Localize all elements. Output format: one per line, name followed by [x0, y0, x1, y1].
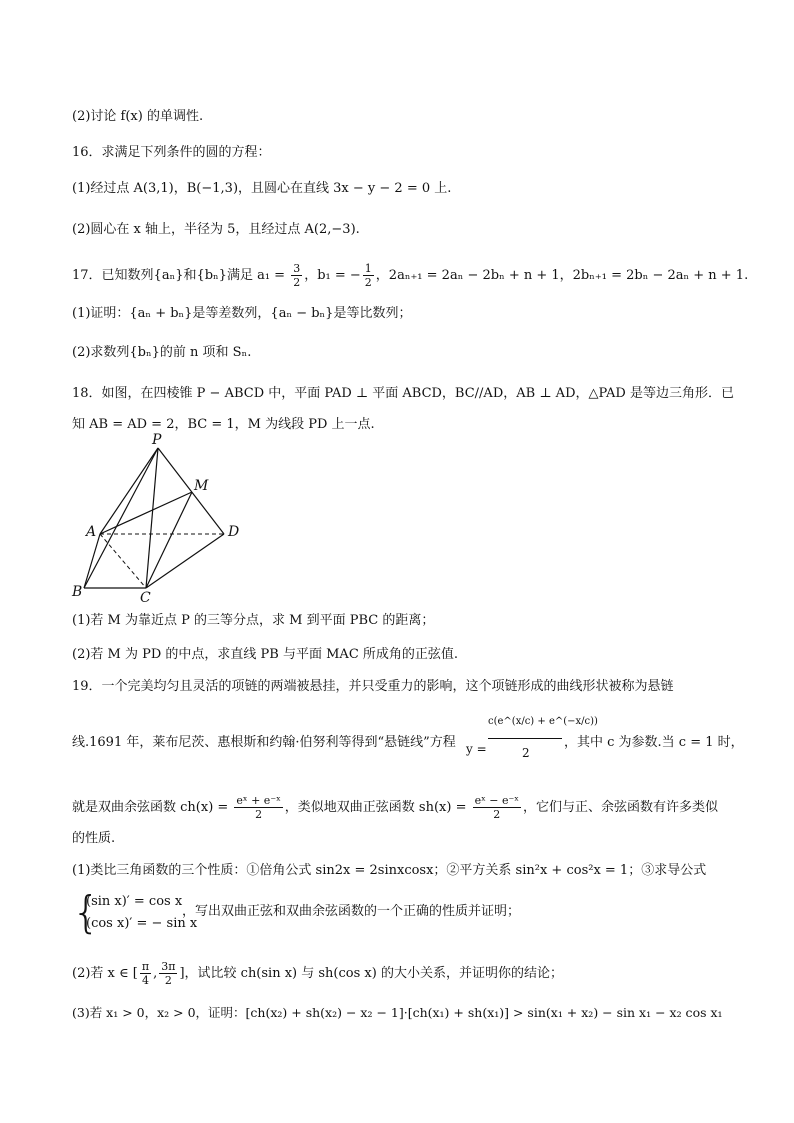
fraction-sh — [473, 794, 521, 821]
fraction-b1 — [363, 262, 374, 289]
formula-y: y = — [466, 742, 487, 756]
text: 的性质. — [72, 831, 116, 846]
q17-part2 — [72, 344, 251, 362]
q16-part1 — [72, 180, 451, 198]
label-M: M — [194, 478, 209, 494]
fraction-a1 — [291, 262, 302, 289]
text: ]，试比较 ch(sin x) 与 sh(cos x) 的大小关系，并证明你的结论； — [179, 966, 563, 981]
text: 17．已知数列{aₙ}和{bₙ}满足 a₁ = — [72, 268, 290, 283]
q19-catenary-line — [72, 734, 456, 752]
label-B: B — [72, 584, 83, 600]
text: ，类似地双曲正弦函数 sh(x) = — [284, 800, 471, 815]
edge-PB — [84, 448, 158, 588]
text: (3)若 x₁ > 0，x₂ > 0，证明：[ch(x₂) + sh(x₂) − x₂ − 1]·[ch(x₁) + sh(x₁)] > sin(x₁ + x₂) − sin x₁ − x₂ cos x₁ — [72, 1005, 723, 1020]
text: (2)圆心在 x 轴上，半径为 5，且经过点 A(2,−3). — [72, 222, 360, 237]
text: ，写出双曲正弦和双曲余弦函数的一个正确的性质并证明； — [182, 904, 521, 919]
q16-title — [72, 144, 271, 162]
formula-denominator: 2 — [522, 746, 530, 760]
denominator: 2 — [293, 276, 301, 289]
pyramid-figure — [72, 432, 252, 608]
derivative-cos: (cos x)′ = − sin x — [86, 916, 198, 931]
q17-part1 — [72, 305, 411, 323]
fraction-bar — [488, 738, 562, 739]
catenary-formula — [466, 712, 598, 774]
text: 就是双曲余弦函数 ch(x) = — [72, 800, 233, 815]
numerator: eˣ − e⁻ˣ — [474, 794, 519, 807]
denominator: 2 — [493, 808, 501, 821]
fraction-pi4 — [140, 960, 151, 987]
numerator: 3 — [293, 262, 301, 275]
text: ，b₁ = − — [304, 268, 361, 283]
denominator: 2 — [364, 276, 372, 289]
denominator: 2 — [255, 808, 263, 821]
text: ，2aₙ₊₁ = 2aₙ − 2bₙ + n + 1，2bₙ₊₁ = 2bₙ − 2aₙ + n + 1. — [375, 268, 749, 283]
label-C: C — [140, 590, 151, 606]
denominator: 2 — [164, 974, 172, 987]
label-D: D — [228, 524, 240, 540]
q18-title — [72, 385, 734, 403]
formula-numerator: c(e^(x/c) + e^(−x/c)) — [488, 716, 598, 727]
label-P: P — [152, 432, 162, 448]
label-A: A — [86, 524, 97, 540]
derivative-sin: (sin x)′ = cos x — [86, 894, 183, 909]
q19-part2 — [72, 960, 563, 987]
edge-PD — [158, 448, 224, 534]
q19-catenary-tail — [564, 734, 744, 752]
text: 19．一个完美均匀且灵活的项链的两端被悬挂，并只受重力的影响，这个项链形成的曲线形状被称为悬链 — [72, 679, 674, 694]
q16-part2 — [72, 221, 360, 239]
q17-title — [72, 262, 748, 289]
pyramid-diagram — [72, 438, 252, 608]
edge-CD — [146, 534, 224, 588]
text: ，它们与正、余弦函数有许多类似 — [522, 800, 718, 815]
q18-part2 — [72, 646, 458, 664]
text: (1)经过点 A(3,1)，B(−1,3)，且圆心在直线 3x − y − 2 = 0 上. — [72, 181, 452, 196]
text: (2)讨论 f(x) 的单调性. — [72, 109, 204, 124]
fraction-3pi2 — [159, 960, 177, 987]
text: ，其中 c 为参数.当 c = 1 时， — [564, 735, 744, 750]
text: (1)若 M 为靠近点 P 的三等分点，求 M 到平面 PBC 的距离； — [72, 613, 435, 628]
q19-definitions — [72, 794, 718, 821]
left-brace: { — [72, 887, 100, 938]
text: (1)证明：{aₙ + bₙ}是等差数列，{aₙ − bₙ}是等比数列； — [72, 306, 412, 321]
text: (2)若 M 为 PD 的中点，求直线 PB 与平面 MAC 所成角的正弦值. — [72, 647, 459, 662]
text: (2)若 x ∈ [ — [72, 966, 138, 981]
q18-part1 — [72, 612, 434, 630]
text: , — [153, 966, 158, 981]
derivative-formulas — [72, 887, 712, 938]
text: (1)类比三角函数的三个性质：①倍角公式 sin2x = 2sinxcosx；②平方关系 sin²x + cos²x = 1；③求导公式 — [72, 863, 707, 878]
numerator: eˣ + e⁻ˣ — [236, 794, 281, 807]
text: (2)求数列{bₙ}的前 n 项和 Sₙ. — [72, 345, 252, 360]
denominator: 4 — [141, 974, 149, 987]
text: 18．如图，在四棱锥 P − ABCD 中，平面 PAD ⊥ 平面 ABCD，BC//AD，AB ⊥ AD，△PAD 是等边三角形．已 — [72, 386, 734, 401]
text: 线.1691 年，莱布尼茨、惠根斯和约翰·伯努利等得到“悬链线”方程 — [72, 735, 456, 750]
numerator: 3π — [161, 960, 176, 973]
q19-definitions-tail — [72, 830, 115, 848]
fraction-ch — [234, 794, 282, 821]
segment-AC-hidden — [100, 534, 146, 588]
q15-part2 — [72, 108, 203, 126]
numerator: 1 — [364, 262, 372, 275]
numerator: π — [141, 960, 150, 973]
q19-part1 — [72, 862, 706, 880]
q19-part3 — [72, 1004, 723, 1022]
q19-title — [72, 678, 674, 696]
text: 知 AB = AD = 2，BC = 1，M 为线段 PD 上一点. — [72, 417, 375, 432]
q18-given — [72, 416, 375, 434]
text: 16．求满足下列条件的圆的方程： — [72, 145, 271, 160]
